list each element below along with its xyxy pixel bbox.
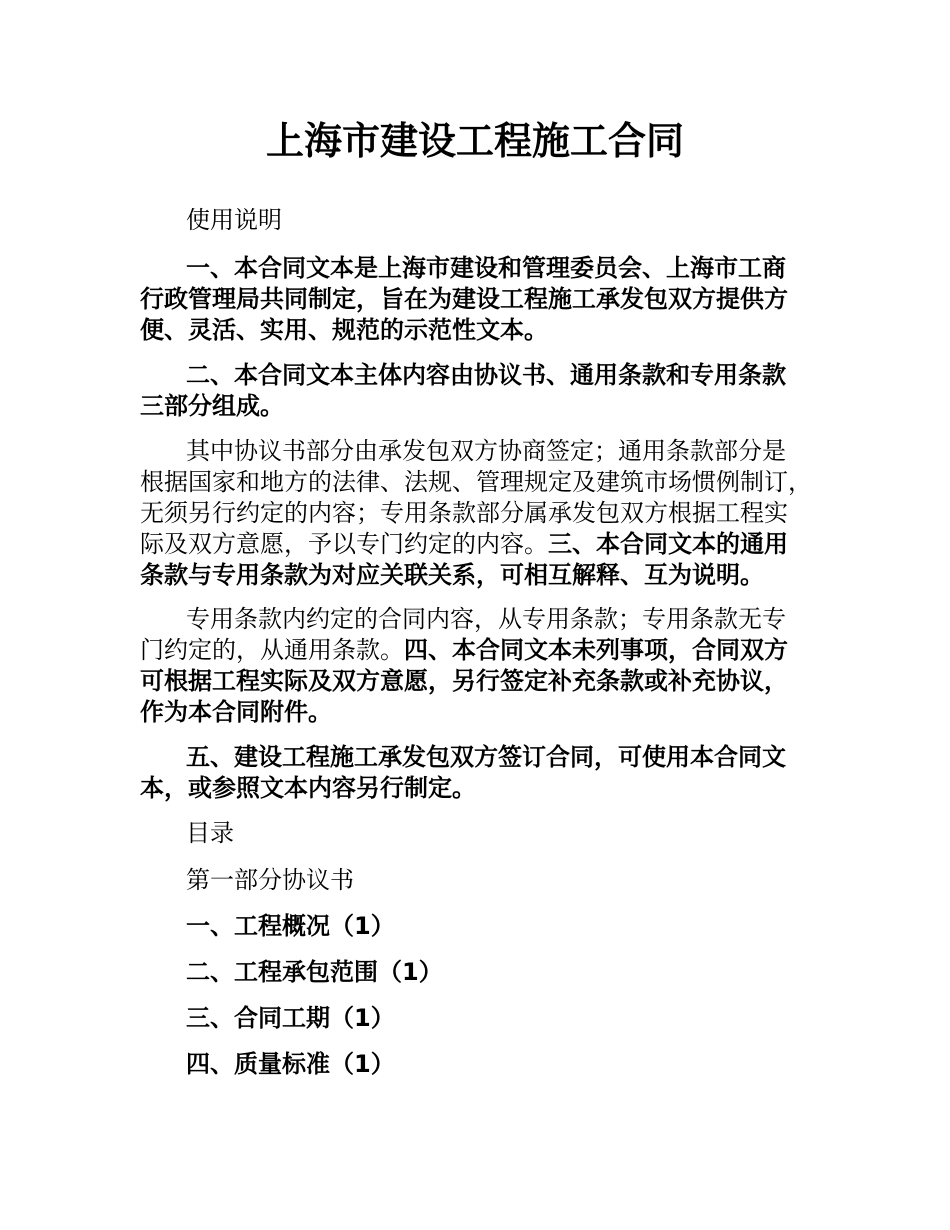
toc-item-2: 二、工程承包范围（1） xyxy=(186,958,443,986)
part-1-heading: 第一部分协议书 xyxy=(186,866,354,894)
item-1-line-2: 行政管理局共同制定，旨在为建设工程施工承发包双方提供方 xyxy=(140,285,788,313)
para-3-line-4-bold: 三、本合同文本的通用 xyxy=(548,530,788,558)
paragraph-3 xyxy=(140,436,812,591)
toc-item-3: 三、合同工期（1） xyxy=(186,1004,395,1032)
document-title: 上海市建设工程施工合同 xyxy=(265,119,684,163)
item-2-line-2: 三部分组成。 xyxy=(140,392,284,420)
para-4-line-2 xyxy=(140,635,812,666)
para-4-line-2-bold: 四、本合同文本未列事项，合同双方 xyxy=(404,636,788,664)
para-4-line-1: 专用条款内约定的合同内容，从专用条款；专用条款无专 xyxy=(186,605,786,633)
toc-item-1: 一、工程概况（1） xyxy=(186,912,395,940)
para-4-line-2-normal: 门约定的，从通用条款。 xyxy=(140,636,404,664)
usage-heading: 使用说明 xyxy=(186,206,282,234)
item-2-line-1: 二、本合同文本主体内容由协议书、通用条款和专用条款 xyxy=(186,361,786,389)
para-3-line-1: 其中协议书部分由承发包双方协商签定；通用条款部分是 xyxy=(186,437,786,465)
para-4-line-3: 可根据工程实际及双方意愿，另行签定补充条款或补充协议， xyxy=(140,667,788,695)
item-5-line-1: 五、建设工程施工承发包双方签订合同，可使用本合同文 xyxy=(186,743,786,771)
toc-heading: 目录 xyxy=(186,819,234,847)
para-3-line-5: 条款与专用条款为对应关联关系，可相互解释、互为说明。 xyxy=(140,561,764,589)
item-1-paragraph xyxy=(140,253,812,346)
toc-item-4: 四、质量标准（1） xyxy=(186,1050,395,1078)
para-4-line-4: 作为本合同附件。 xyxy=(140,698,332,726)
paragraph-4 xyxy=(140,604,812,728)
item-1-line-3: 便、灵活、实用、规范的示范性文本。 xyxy=(140,316,548,344)
item-5-line-2: 本，或参照文本内容另行制定。 xyxy=(140,774,476,802)
para-3-line-4 xyxy=(140,529,812,560)
item-1-line-1: 一、本合同文本是上海市建设和管理委员会、上海市工商 xyxy=(186,254,786,282)
para-3-line-3: 无须另行约定的内容；专用条款部分属承发包双方根据工程实 xyxy=(140,499,788,527)
item-5-paragraph xyxy=(140,742,812,804)
para-3-line-4-normal: 际及双方意愿，予以专门约定的内容。 xyxy=(140,530,548,558)
item-2-paragraph xyxy=(140,360,812,422)
para-3-line-2: 根据国家和地方的法律、法规、管理规定及建筑市场惯例制订， xyxy=(140,468,812,496)
